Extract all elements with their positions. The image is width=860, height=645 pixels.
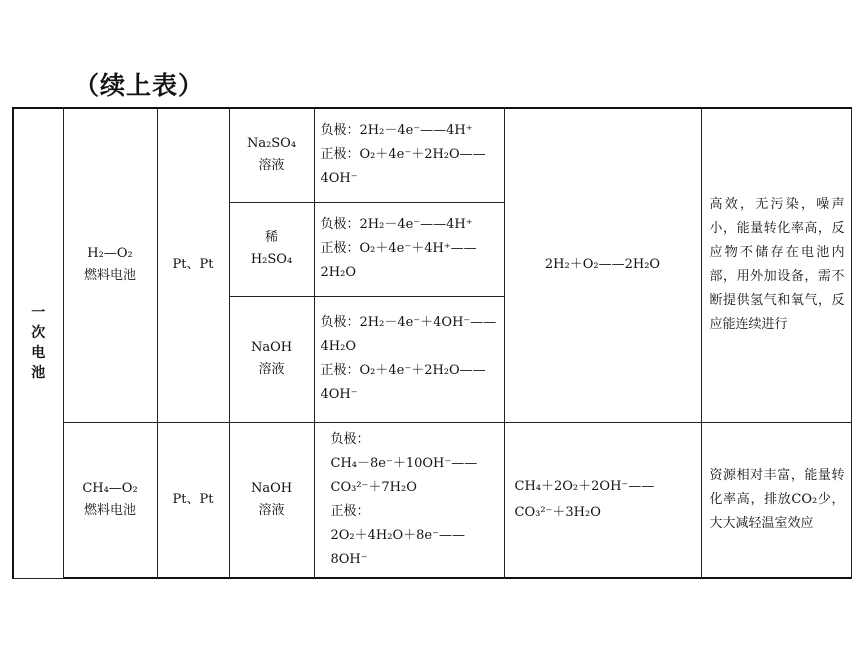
battery-name-formula: CH₄—O₂ — [82, 480, 138, 496]
electrode-reaction-cell — [314, 422, 504, 578]
battery-name-cell — [63, 108, 157, 422]
electrolyte-cell — [229, 108, 314, 202]
positive-label: 正极： — [330, 503, 370, 519]
total-reaction-product: CO₃²⁻＋3H₂O — [514, 504, 601, 520]
negative-reaction-product: CO₃²⁻＋7H₂O — [330, 479, 417, 495]
total-reaction: CH₄＋2O₂＋2OH⁻—— — [514, 478, 655, 494]
page-title: （续上表） — [74, 71, 205, 100]
negative-reaction: 负极：2H₂－4e⁻＋4OH⁻—— — [320, 315, 497, 330]
total-reaction-cell: 2H₂＋O₂——2H₂O — [504, 108, 701, 422]
battery-name-formula: H₂—O₂ — [87, 246, 133, 262]
electrodes-cell: Pt、Pt — [157, 108, 229, 422]
category-cell — [13, 108, 63, 578]
positive-reaction-product: 8OH⁻ — [330, 551, 368, 567]
negative-reaction: 负极：2H₂－4e⁻——4H⁺ — [320, 217, 473, 232]
electrolyte-cell — [229, 296, 314, 422]
electrolyte-text: 溶液 — [258, 362, 285, 377]
electrolyte-text: 溶液 — [258, 158, 285, 174]
features-cell: 高效，无污染，噪声小，能量转化率高，反应物不储存在电池内部，用外加设备，需不断提供氢气和氧气，反应能连续进行 — [701, 108, 851, 422]
electrolyte-text: 溶液 — [258, 502, 285, 518]
battery-name-cell — [63, 422, 157, 578]
electrolyte-formula: H₂SO₄ — [250, 252, 293, 267]
positive-reaction: 正极：O₂＋4e⁻＋2H₂O—— — [320, 147, 486, 163]
battery-table — [12, 107, 852, 579]
electrolyte-cell — [229, 202, 314, 296]
positive-reaction-product: 2H₂O — [320, 265, 356, 280]
features-cell: 资源相对丰富，能量转化率高，排放CO₂少，大大减轻温室效应 — [701, 422, 851, 578]
battery-name-text: 燃料电池 — [83, 502, 136, 518]
electrolyte-formula: NaOH — [250, 340, 293, 355]
electrolyte-cell — [229, 422, 314, 578]
electrode-reaction-cell — [314, 108, 504, 202]
positive-reaction: 正极：O₂＋4e⁻＋4H⁺—— — [320, 241, 477, 256]
category-label: 一次电池 — [31, 305, 46, 382]
table-row — [13, 422, 851, 578]
negative-reaction-product: 4H₂O — [320, 339, 356, 354]
electrode-reaction-cell — [314, 202, 504, 296]
positive-reaction: 2O₂＋4H₂O＋8e⁻—— — [330, 527, 465, 543]
electrolyte-formula: NaOH — [250, 480, 293, 496]
positive-reaction: 正极：O₂＋4e⁻＋2H₂O—— — [320, 363, 486, 378]
negative-reaction: 负极：2H₂－4e⁻——4H⁺ — [320, 123, 473, 139]
positive-reaction-product: 4OH⁻ — [320, 171, 358, 187]
negative-label: 负极： — [330, 431, 370, 447]
positive-reaction-product: 4OH⁻ — [320, 387, 358, 402]
battery-name-text: 燃料电池 — [83, 268, 136, 284]
electrode-reaction-cell — [314, 296, 504, 422]
total-reaction-cell — [504, 422, 701, 578]
electrodes-cell: Pt、Pt — [157, 422, 229, 578]
electrolyte-text: 稀 — [264, 230, 278, 245]
negative-reaction: CH₄－8e⁻＋10OH⁻—— — [330, 455, 478, 471]
table-row — [13, 108, 851, 202]
electrolyte-formula: Na₂SO₄ — [246, 136, 297, 152]
